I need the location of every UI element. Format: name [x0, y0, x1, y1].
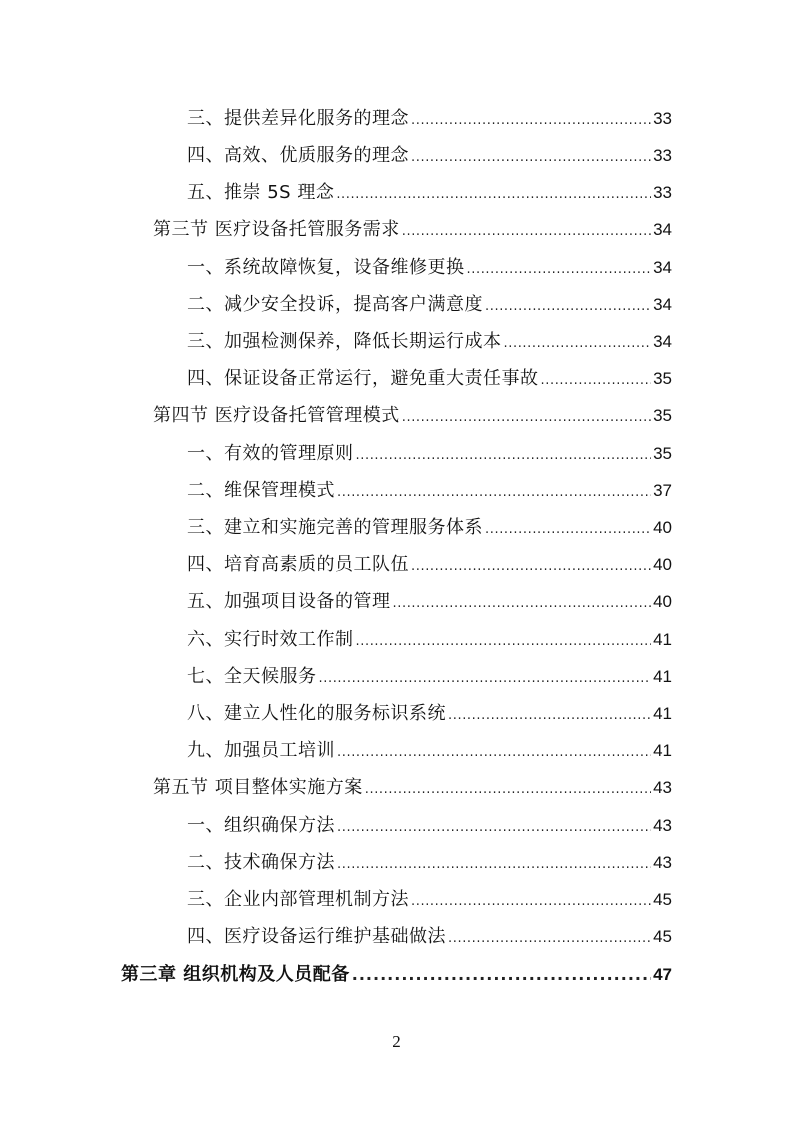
toc-dot-leader: [337, 735, 651, 771]
page-number: 2: [392, 1032, 401, 1051]
toc-entry-page: 41: [653, 667, 672, 686]
toc-entry-page: 43: [653, 853, 672, 872]
toc-entry-page: 45: [653, 890, 672, 909]
toc-entry-page: 35: [653, 444, 672, 463]
toc-entry-item[interactable]: [187, 473, 672, 509]
toc-dot-leader: [319, 661, 652, 697]
toc-dot-leader: [393, 586, 652, 622]
toc-dot-leader: [448, 921, 651, 957]
toc-entry-page: 35: [653, 369, 672, 388]
toc-entry-label: 第五节 项目整体实施方案: [153, 777, 363, 798]
toc-entry-page: 41: [653, 741, 672, 760]
toc-dot-leader: [411, 103, 651, 139]
toc-dot-leader: [504, 326, 652, 362]
toc-dot-leader: [411, 140, 651, 176]
toc-entry-chapter[interactable]: [121, 957, 672, 993]
toc-entry-item[interactable]: [187, 361, 672, 397]
toc-entry-section[interactable]: [153, 770, 672, 806]
toc-entry-item[interactable]: [187, 101, 672, 137]
toc-entry-page: 37: [653, 481, 672, 500]
toc-dot-leader: [448, 698, 651, 734]
toc-entry-item[interactable]: [187, 808, 672, 844]
toc-entry-item[interactable]: [187, 175, 672, 211]
toc-entry-label: 六、实行时效工作制: [187, 629, 354, 650]
toc-entry-label: 四、培育高素质的员工队伍: [187, 554, 409, 575]
toc-entry-label: 七、全天候服务: [187, 666, 317, 687]
toc-entry-label: 二、维保管理模式: [187, 480, 335, 501]
toc-dot-leader: [411, 884, 651, 920]
toc-dot-leader: [352, 957, 651, 993]
toc-entry-section[interactable]: [153, 212, 672, 248]
toc-entry-item[interactable]: [187, 510, 672, 546]
toc-entry-label: 二、减少安全投诉，提高客户满意度: [187, 294, 483, 315]
toc-dot-leader: [402, 400, 651, 436]
toc-dot-leader: [365, 772, 651, 808]
toc-entry-page: 34: [653, 220, 672, 239]
toc-entry-page: 41: [653, 630, 672, 649]
toc-dot-leader: [337, 475, 651, 511]
toc-entry-item[interactable]: [187, 882, 672, 918]
toc-dot-leader: [356, 624, 652, 660]
toc-entry-item[interactable]: [187, 138, 672, 174]
toc-entry-label: 四、保证设备正常运行，避免重大责任事故: [187, 368, 539, 389]
toc-entry-label: 四、高效、优质服务的理念: [187, 145, 409, 166]
toc-entry-page: 47: [653, 965, 672, 984]
toc-entry-page: 43: [653, 778, 672, 797]
toc-entry-label: 五、加强项目设备的管理: [187, 591, 391, 612]
toc-dot-leader: [541, 363, 652, 399]
toc-dot-leader: [337, 847, 651, 883]
toc-entry-page: 45: [653, 927, 672, 946]
toc-entry-page: 40: [653, 555, 672, 574]
toc-entry-page: 40: [653, 518, 672, 537]
toc-entry-label: 三、提供差异化服务的理念: [187, 108, 409, 129]
toc-dot-leader: [485, 289, 651, 325]
toc-dot-leader: [336, 177, 651, 213]
toc-entry-item[interactable]: [187, 622, 672, 658]
toc-entry-page: 34: [653, 295, 672, 314]
toc-entry-label: 九、加强员工培训: [187, 740, 335, 761]
toc-entry-item[interactable]: [187, 845, 672, 881]
toc-entry-item[interactable]: [187, 696, 672, 732]
toc-entry-label: 三、建立和实施完善的管理服务体系: [187, 517, 483, 538]
toc-entry-label: 三、企业内部管理机制方法: [187, 889, 409, 910]
toc-entry-page: 33: [653, 109, 672, 128]
toc-entry-item[interactable]: [187, 287, 672, 323]
toc-entry-page: 33: [653, 146, 672, 165]
toc-dot-leader: [337, 810, 651, 846]
toc-entry-item[interactable]: [187, 324, 672, 360]
toc-entry-label: 第三节 医疗设备托管服务需求: [153, 219, 400, 240]
toc-entry-item[interactable]: [187, 250, 672, 286]
toc-entry-label: 第四节 医疗设备托管管理模式: [153, 405, 400, 426]
toc-entry-page: 34: [653, 258, 672, 277]
toc-entry-label: 一、有效的管理原则: [187, 443, 354, 464]
toc-entry-label: 八、建立人性化的服务标识系统: [187, 703, 446, 724]
toc-dot-leader: [356, 438, 652, 474]
toc-entry-page: 34: [653, 332, 672, 351]
toc-entry-label: 五、推崇 5S 理念: [187, 182, 335, 203]
toc-dot-leader: [485, 512, 651, 548]
toc-dot-leader: [402, 214, 651, 250]
toc-entry-item[interactable]: [187, 733, 672, 769]
toc-entry-page: 35: [653, 406, 672, 425]
toc-entry-label: 第三章 组织机构及人员配备: [121, 964, 350, 985]
toc-entry-label: 四、医疗设备运行维护基础做法: [187, 926, 446, 947]
toc-entry-item[interactable]: [187, 919, 672, 955]
toc-entry-item[interactable]: [187, 659, 672, 695]
toc-entry-page: 33: [653, 183, 672, 202]
toc-entry-page: 40: [653, 592, 672, 611]
toc-entry-item[interactable]: [187, 436, 672, 472]
toc-entry-page: 43: [653, 816, 672, 835]
toc-entry-label: 二、技术确保方法: [187, 852, 335, 873]
toc-entry-page: 41: [653, 704, 672, 723]
toc-entry-label: 一、组织确保方法: [187, 815, 335, 836]
toc-dot-leader: [467, 252, 652, 288]
toc-entry-item[interactable]: [187, 584, 672, 620]
toc-dot-leader: [411, 549, 651, 585]
toc-entry-item[interactable]: [187, 547, 672, 583]
toc-entry-label: 三、加强检测保养，降低长期运行成本: [187, 331, 502, 352]
toc-entry-section[interactable]: [153, 398, 672, 434]
toc-entry-label: 一、系统故障恢复，设备维修更换: [187, 257, 465, 278]
